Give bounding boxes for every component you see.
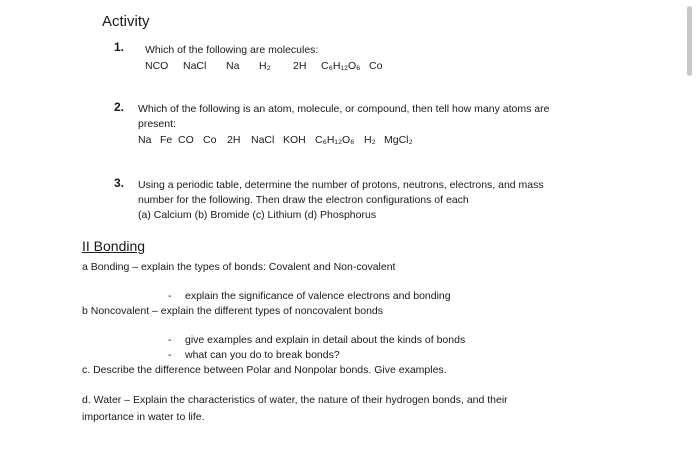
q2-item: KOH: [283, 134, 306, 146]
q1-item: H₂: [259, 60, 271, 72]
q1-item: Na: [226, 60, 240, 72]
q1-number: 1.: [114, 40, 125, 54]
q2-item: NaCl: [251, 134, 275, 146]
q2-number: 2.: [114, 100, 125, 114]
q2-item: C₆H₁₂O₆: [315, 134, 355, 146]
bonding-d-line1: d. Water – Explain the characteristics of water, the nature of their hydrogen bonds, and their: [82, 394, 508, 406]
q1-item: Co: [369, 60, 383, 72]
q1-items: [145, 59, 382, 73]
bonding-a-text: a Bonding – explain the types of bonds: Covalent and Non-covalent: [82, 261, 396, 273]
q2-item: Fe: [160, 134, 173, 146]
q1-item: 2H: [293, 60, 307, 72]
q2-items: [138, 133, 413, 147]
bonding-heading: II Bonding: [82, 238, 146, 254]
bonding-b-text: b Noncovalent – explain the different types of noncovalent bonds: [82, 305, 384, 317]
q2-text-line1: Which of the following is an atom, molecule, or compound, then tell how many atoms are: [138, 103, 550, 115]
q2-item: 2H: [227, 134, 241, 146]
vertical-scrollbar[interactable]: [687, 6, 692, 76]
q2-item: MgCl₂: [384, 134, 413, 146]
q3-text-line2: number for the following. Then draw the electron configurations of each: [138, 194, 469, 206]
q1-item: NCO: [145, 60, 169, 72]
bullet-dash: -: [168, 334, 172, 346]
bonding-b-bullet1: give examples and explain in detail about the kinds of bonds: [185, 334, 466, 346]
q2-item: CO: [178, 134, 194, 146]
q1-item: NaCl: [183, 60, 207, 72]
q3-text-line1: Using a periodic table, determine the number of protons, neutrons, electrons, and mass: [138, 179, 544, 191]
bonding-a-bullet: explain the significance of valence electrons and bonding: [185, 290, 451, 302]
q2-text-line2: present:: [138, 118, 176, 130]
bonding-b-bullet2: what can you do to break bonds?: [185, 349, 340, 361]
q2-item: Co: [203, 134, 217, 146]
q2-item: H₂: [364, 134, 376, 146]
q1-text: Which of the following are molecules:: [145, 44, 319, 56]
bonding-d-line2: importance in water to life.: [82, 411, 205, 423]
q2-item: Na: [138, 134, 152, 146]
q3-text-line3: (a) Calcium (b) Bromide (c) Lithium (d) Phosphorus: [138, 209, 377, 221]
bonding-c-text: c. Describe the difference between Polar and Nonpolar bonds. Give examples.: [82, 364, 447, 376]
q1-item: C₆H₁₂O₆: [321, 60, 361, 72]
activity-title: Activity: [102, 13, 150, 30]
bullet-dash: -: [168, 290, 172, 302]
q3-number: 3.: [114, 176, 125, 190]
bullet-dash: -: [168, 349, 172, 361]
